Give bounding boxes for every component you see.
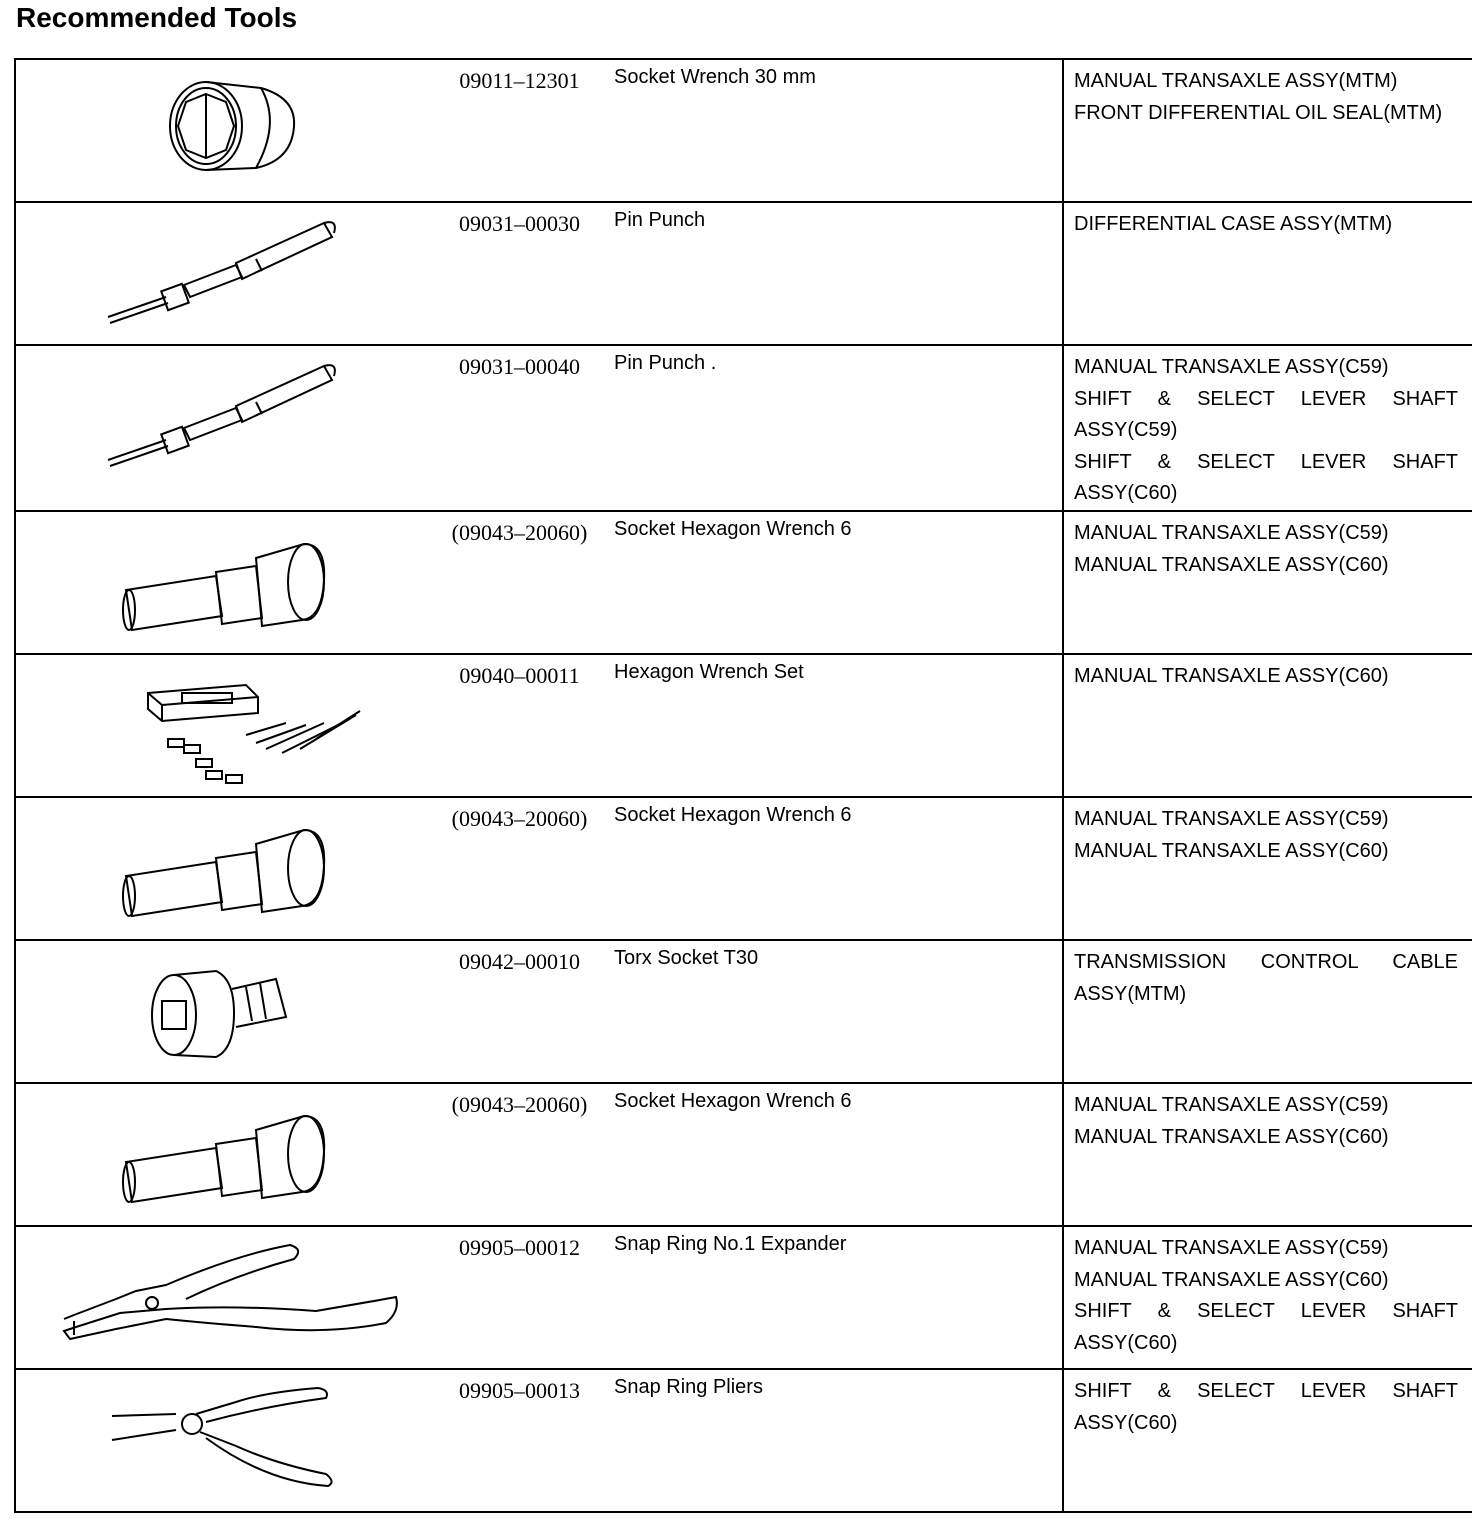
usage-item: MANUAL TRANSAXLE ASSY(C59) xyxy=(1074,356,1389,378)
tool-usage-cell xyxy=(1063,1369,1472,1512)
tool-row xyxy=(15,511,1472,654)
tool-name: Snap Ring Pliers xyxy=(614,1376,763,1398)
usage-item: MANUAL TRANSAXLE ASSY(C59) xyxy=(1074,522,1389,544)
torx-socket-icon xyxy=(56,949,416,1073)
usage-item: MANUAL TRANSAXLE ASSY(C60) xyxy=(1074,665,1389,687)
usage-item: MANUAL TRANSAXLE ASSY(MTM) xyxy=(1074,70,1398,92)
tool-info-cell xyxy=(15,1369,1063,1512)
tool-name: Socket Hexagon Wrench 6 xyxy=(614,1090,852,1112)
tools-table xyxy=(14,58,1472,1513)
tool-usage-cell xyxy=(1063,654,1472,797)
tool-info-cell xyxy=(15,59,1063,202)
tool-name: Torx Socket T30 xyxy=(614,947,759,969)
tool-name: Socket Hexagon Wrench 6 xyxy=(614,804,852,826)
tool-info-cell xyxy=(15,654,1063,797)
tool-info-cell xyxy=(15,202,1063,345)
socket-hexagon-wrench-icon xyxy=(56,520,416,644)
tool-row xyxy=(15,797,1472,940)
hexagon-wrench-set-icon xyxy=(56,663,416,787)
part-number: 09905–00012 xyxy=(459,1235,580,1260)
socket-wrench-icon xyxy=(56,68,416,192)
tool-name: Pin Punch . xyxy=(614,352,717,374)
tool-info-cell xyxy=(15,797,1063,940)
usage-item: MANUAL TRANSAXLE ASSY(C59) xyxy=(1074,1237,1389,1259)
tool-name: Socket Hexagon Wrench 6 xyxy=(614,518,852,540)
tool-row xyxy=(15,59,1472,202)
tool-row xyxy=(15,202,1472,345)
part-number: 09042–00010 xyxy=(459,949,580,974)
snap-ring-pliers-icon xyxy=(56,1378,416,1502)
tool-usage-cell xyxy=(1063,1083,1472,1226)
part-number: 09040–00011 xyxy=(459,663,580,688)
usage-item: FRONT DIFFERENTIAL OIL SEAL(MTM) xyxy=(1074,101,1443,124)
tool-name: Snap Ring No.1 Expander xyxy=(614,1233,847,1255)
tool-name: Hexagon Wrench Set xyxy=(614,661,804,683)
usage-item: MANUAL TRANSAXLE ASSY(C60) xyxy=(1074,1268,1389,1291)
socket-hexagon-wrench-icon xyxy=(56,806,416,930)
part-number: (09043–20060) xyxy=(451,520,588,545)
usage-item: TRANSMISSION CONTROL CABLE ASSY(MTM) xyxy=(1074,951,1458,1005)
tool-name: Socket Wrench 30 mm xyxy=(614,66,816,88)
page-title: Recommended Tools xyxy=(16,2,298,33)
part-number: (09043–20060) xyxy=(451,1092,588,1117)
tool-info-cell xyxy=(15,940,1063,1083)
tool-row xyxy=(15,1369,1472,1512)
usage-item: MANUAL TRANSAXLE ASSY(C59) xyxy=(1074,1094,1389,1116)
usage-item: SHIFT & SELECT LEVER SHAFT ASSY(C60) xyxy=(1074,450,1458,504)
pin-punch-icon xyxy=(56,354,416,478)
tool-usage-cell xyxy=(1063,59,1472,202)
tool-row xyxy=(15,940,1472,1083)
tool-row xyxy=(15,345,1472,511)
usage-item: MANUAL TRANSAXLE ASSY(C60) xyxy=(1074,839,1389,862)
tool-info-cell xyxy=(15,1226,1063,1369)
usage-item: MANUAL TRANSAXLE ASSY(C59) xyxy=(1074,808,1389,830)
part-number: (09043–20060) xyxy=(451,806,588,831)
part-number: 09031–00030 xyxy=(459,211,580,236)
usage-item: SHIFT & SELECT LEVER SHAFT ASSY(C59) xyxy=(1074,387,1458,441)
tool-info-cell xyxy=(15,345,1063,511)
tool-row xyxy=(15,1083,1472,1226)
tool-info-cell xyxy=(15,511,1063,654)
usage-item: SHIFT & SELECT LEVER SHAFT ASSY(C60) xyxy=(1074,1380,1458,1434)
usage-item: DIFFERENTIAL CASE ASSY(MTM) xyxy=(1074,213,1393,235)
tool-usage-cell xyxy=(1063,797,1472,940)
tool-info-cell xyxy=(15,1083,1063,1226)
part-number: 09031–00040 xyxy=(459,354,580,379)
tool-usage-cell xyxy=(1063,1226,1472,1369)
tool-usage-cell xyxy=(1063,511,1472,654)
part-number: 09905–00013 xyxy=(459,1378,580,1403)
socket-hexagon-wrench-icon xyxy=(56,1092,416,1216)
usage-item: SHIFT & SELECT LEVER SHAFT ASSY(C60) xyxy=(1074,1300,1458,1354)
tool-usage-cell xyxy=(1063,202,1472,345)
tool-row xyxy=(15,654,1472,797)
tool-row xyxy=(15,1226,1472,1369)
tool-usage-cell xyxy=(1063,940,1472,1083)
pin-punch-icon xyxy=(56,211,416,335)
part-number: 09011–12301 xyxy=(459,68,580,93)
tool-usage-cell xyxy=(1063,345,1472,511)
snap-ring-expander-icon xyxy=(56,1235,416,1359)
tool-name: Pin Punch xyxy=(614,209,706,231)
usage-item: MANUAL TRANSAXLE ASSY(C60) xyxy=(1074,553,1389,576)
usage-item: MANUAL TRANSAXLE ASSY(C60) xyxy=(1074,1125,1389,1148)
